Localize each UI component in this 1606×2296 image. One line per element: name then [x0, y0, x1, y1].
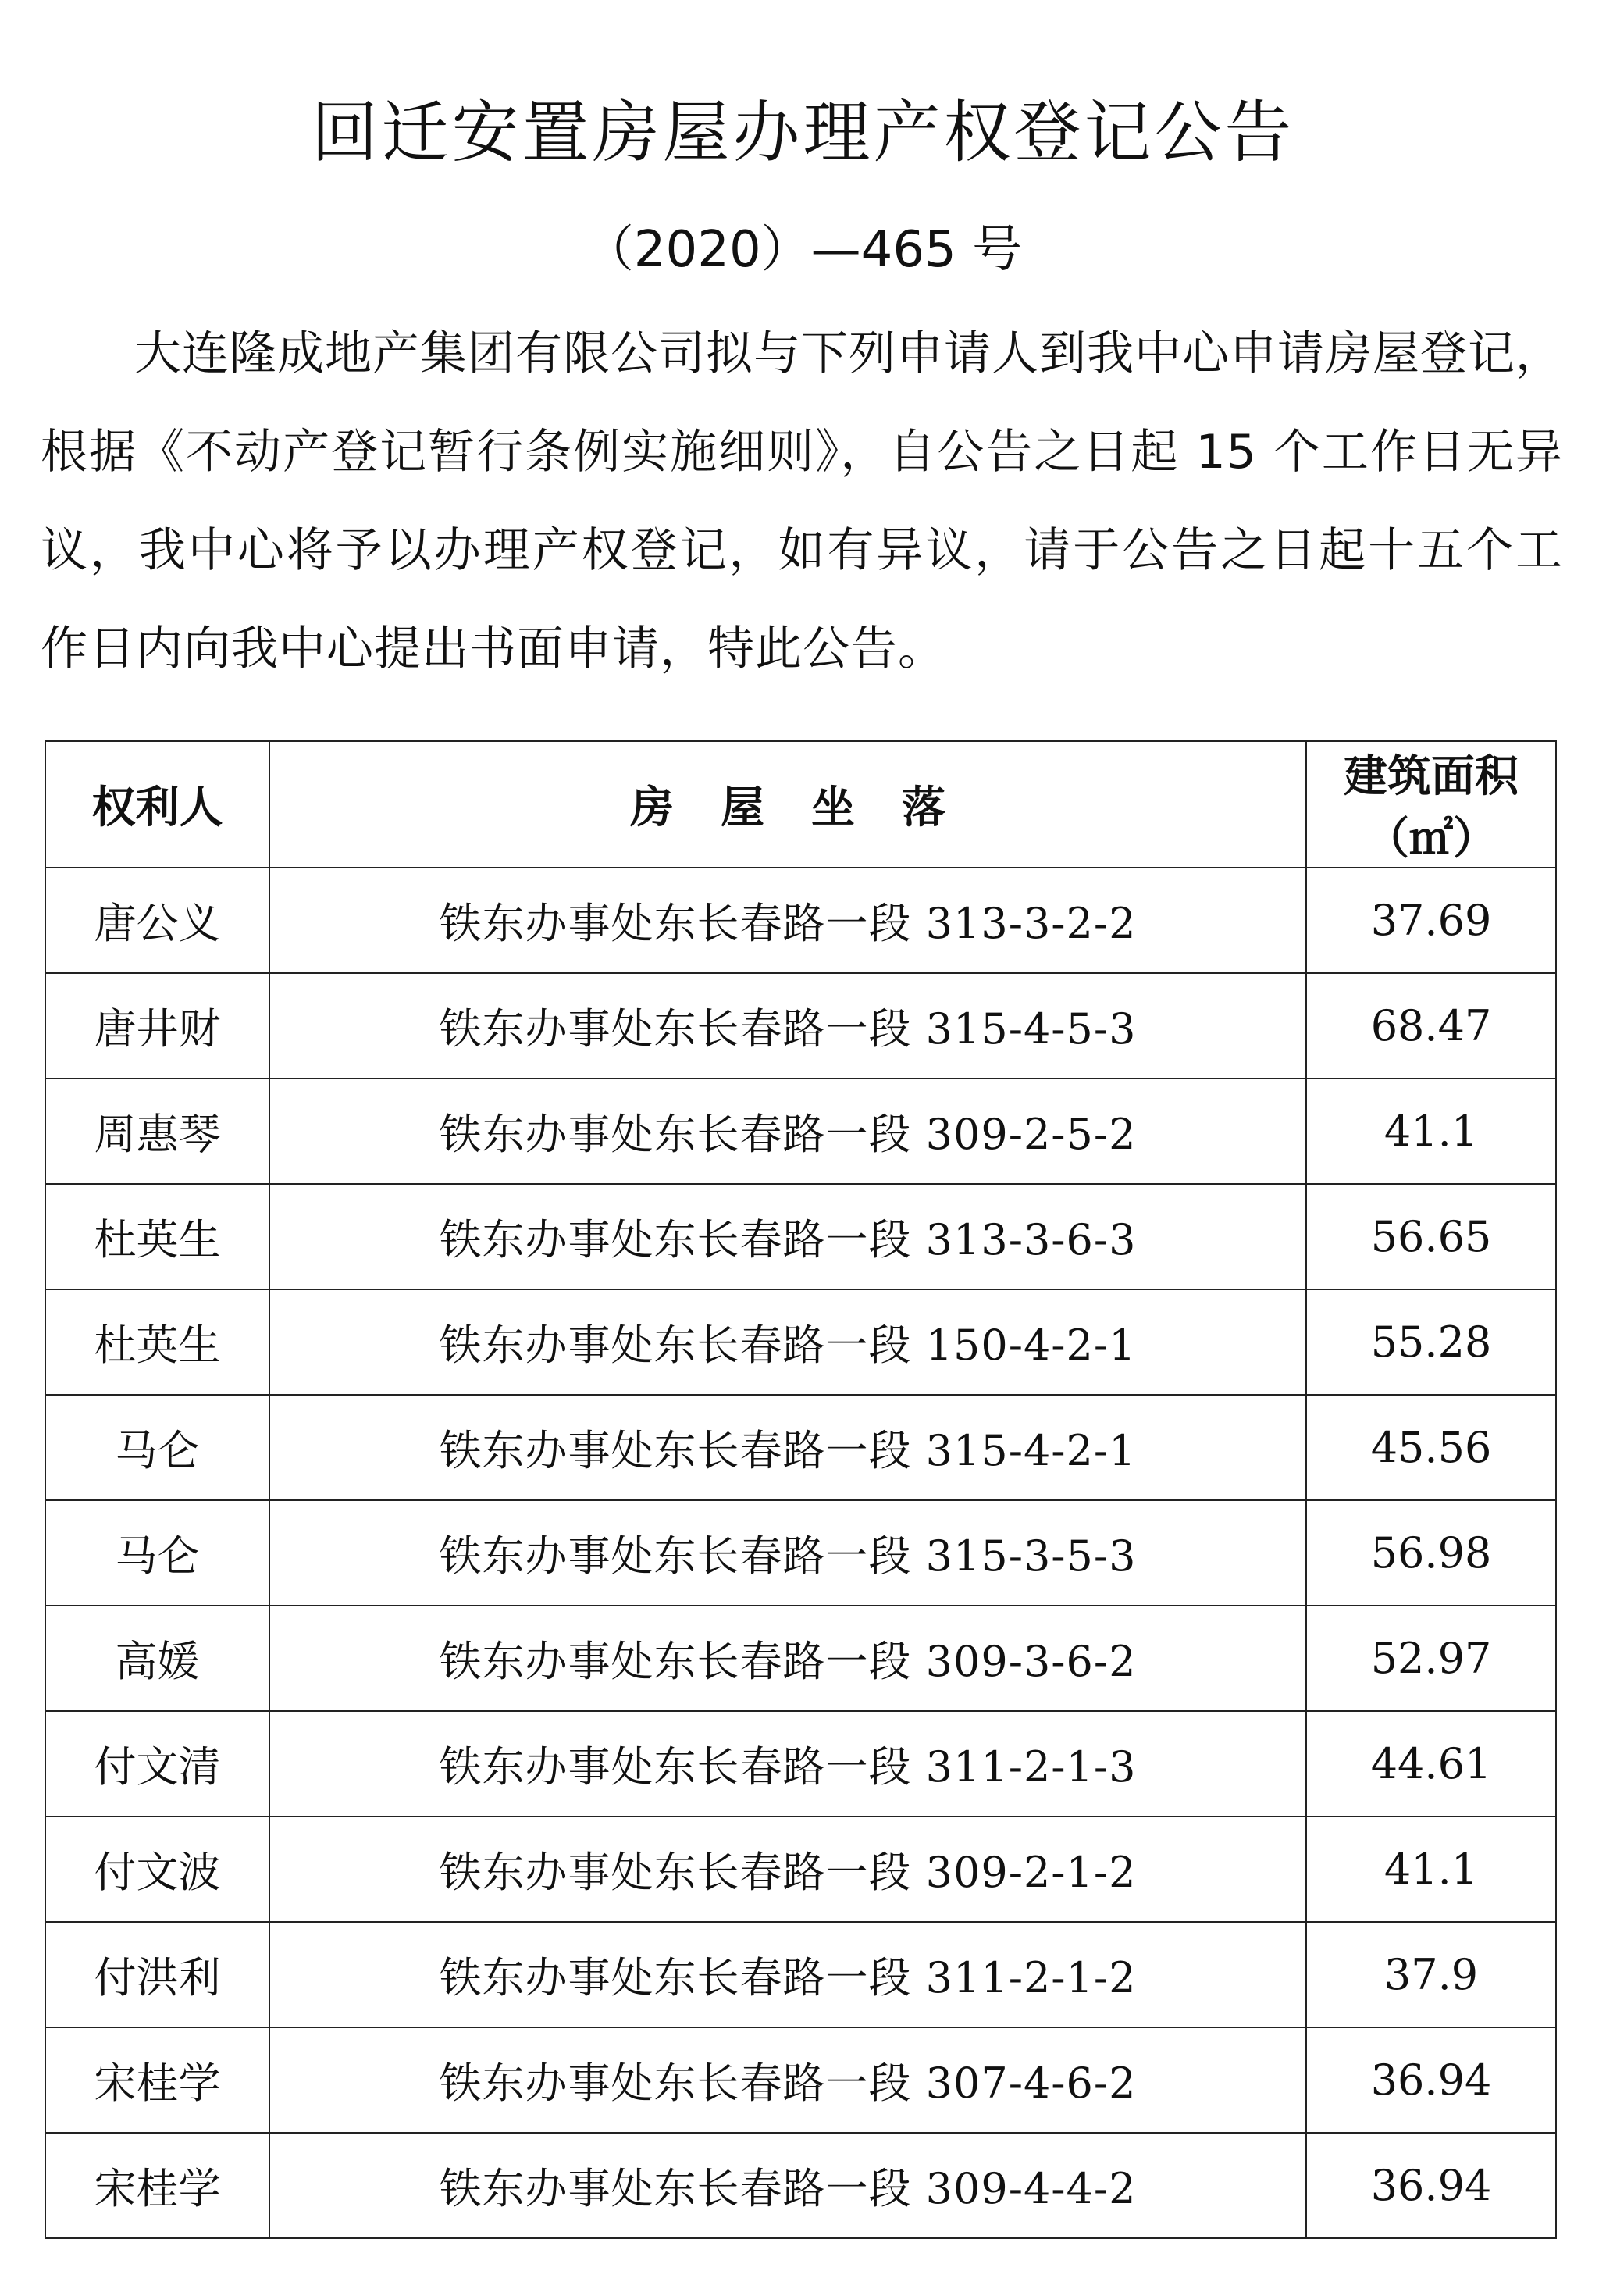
area-cell: 37.9: [1306, 1922, 1556, 2027]
notice-number: （2020）—465 号: [583, 221, 1023, 279]
location-cell: 铁东办事处东长春路一段 309-2-1-2: [269, 1816, 1306, 1922]
area-cell: 37.69: [1306, 868, 1556, 973]
table-row: [45, 973, 1556, 1078]
table-row: [45, 1500, 1556, 1606]
owner-cell: 宋桂学: [45, 2133, 269, 2238]
owner-cell: 付文清: [45, 1711, 269, 1816]
table-row: [45, 1922, 1556, 2027]
area-cell: 56.98: [1306, 1500, 1556, 1606]
header-owner: 权利人: [45, 741, 269, 868]
location-cell: 铁东办事处东长春路一段 311-2-1-2: [269, 1922, 1306, 2027]
location-cell: 铁东办事处东长春路一段 309-4-4-2: [269, 2133, 1306, 2238]
location-cell: 铁东办事处东长春路一段 309-3-6-2: [269, 1606, 1306, 1711]
area-cell: 56.65: [1306, 1184, 1556, 1289]
header-location: 房屋坐落: [269, 741, 1306, 868]
location-cell: 铁东办事处东长春路一段 315-4-2-1: [269, 1395, 1306, 1500]
location-cell: 铁东办事处东长春路一段 315-4-5-3: [269, 973, 1306, 1078]
table-row: [45, 1289, 1556, 1395]
table-row: [45, 1711, 1556, 1816]
header-area-unit: （㎡）: [1366, 814, 1497, 865]
table-row: [45, 2133, 1556, 2238]
table-row: [45, 868, 1556, 973]
area-cell: 55.28: [1306, 1289, 1556, 1395]
location-cell: 铁东办事处东长春路一段 315-3-5-3: [269, 1500, 1306, 1606]
area-cell: 45.56: [1306, 1395, 1556, 1500]
owner-cell: 马仑: [45, 1500, 269, 1606]
owner-cell: 周惠琴: [45, 1078, 269, 1184]
location-cell: 铁东办事处东长春路一段 313-3-2-2: [269, 868, 1306, 973]
registry-table: [45, 740, 1557, 2239]
area-cell: 36.94: [1306, 2133, 1556, 2238]
location-cell: 铁东办事处东长春路一段 150-4-2-1: [269, 1289, 1306, 1395]
location-cell: 铁东办事处东长春路一段 309-2-5-2: [269, 1078, 1306, 1184]
notice-body: 大连隆成地产集团有限公司拟与下列申请人到我中心申请房屋登记，根据《不动产登记暂行条例实施细则》，自公告之日起 15 个工作日无异议，我中心将予以办理产权登记，如有异议，请于公告之日起十五个工作日内向我中心提出书面申请，特此公告。: [41, 326, 1563, 676]
notice-title: 回迁安置房屋办理产权登记公告: [311, 94, 1295, 172]
area-cell: 44.61: [1306, 1711, 1556, 1816]
location-cell: 铁东办事处东长春路一段 313-3-6-3: [269, 1184, 1306, 1289]
owner-cell: 唐井财: [45, 973, 269, 1078]
area-cell: 41.1: [1306, 1078, 1556, 1184]
owner-cell: 付文波: [45, 1816, 269, 1922]
owner-cell: 杜英生: [45, 1184, 269, 1289]
owner-cell: 唐公义: [45, 868, 269, 973]
table-row: [45, 2027, 1556, 2133]
table-row: [45, 1395, 1556, 1500]
header-area: [1306, 741, 1556, 868]
table-row: [45, 1184, 1556, 1289]
area-cell: 36.94: [1306, 2027, 1556, 2133]
table-header-row: [45, 741, 1556, 868]
table-row: [45, 1816, 1556, 1922]
table-row: [45, 1078, 1556, 1184]
owner-cell: 宋桂学: [45, 2027, 269, 2133]
header-area-label: 建筑面积: [1344, 751, 1519, 802]
location-cell: 铁东办事处东长春路一段 307-4-6-2: [269, 2027, 1306, 2133]
owner-cell: 杜英生: [45, 1289, 269, 1395]
area-cell: 68.47: [1306, 973, 1556, 1078]
owner-cell: 付洪利: [45, 1922, 269, 2027]
area-cell: 41.1: [1306, 1816, 1556, 1922]
table-row: [45, 1606, 1556, 1711]
owner-cell: 高媛: [45, 1606, 269, 1711]
owner-cell: 马仑: [45, 1395, 269, 1500]
area-cell: 52.97: [1306, 1606, 1556, 1711]
location-cell: 铁东办事处东长春路一段 311-2-1-3: [269, 1711, 1306, 1816]
